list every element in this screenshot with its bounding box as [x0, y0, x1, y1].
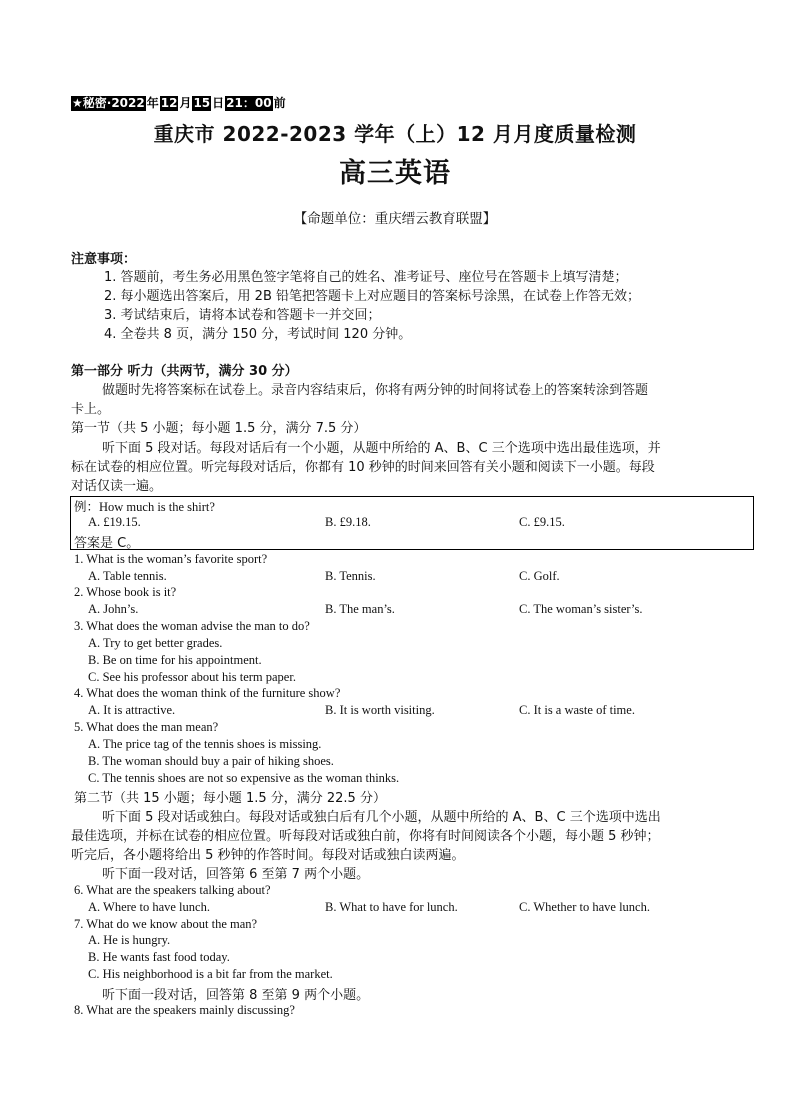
question-option: A. Table tennis.	[88, 569, 167, 583]
dialog-note: 听下面一段对话，回答第 6 至第 7 两个小题。	[102, 867, 370, 882]
section1-intro: 听下面 5 段对话。每段对话后有一个小题，从题中所给的 A、B、C 三个选项中选出最佳选项，并	[102, 441, 661, 456]
section2-intro: 听完后，各小题将给出 5 秒钟的作答时间。每段对话或独白读两遍。	[71, 848, 465, 863]
question-stem: 5. What does the man mean?	[74, 720, 219, 734]
example-option: B. £9.18.	[325, 515, 371, 529]
question-option: B. What to have for lunch.	[325, 900, 458, 914]
question-stem: 4. What does the woman think of the furniture show?	[74, 686, 341, 700]
secret-part: 15	[193, 96, 211, 110]
secret-part: 日	[212, 96, 225, 110]
question-option: C. See his professor about his term paper.	[88, 670, 296, 684]
question-option: A. Try to get better grades.	[88, 636, 223, 650]
secret-part: 21：00	[226, 96, 272, 110]
secret-part: 前	[273, 96, 286, 110]
question-option: B. The woman should buy a pair of hiking shoes.	[88, 754, 334, 768]
question-option: C. The woman’s sister’s.	[519, 602, 643, 616]
question-option: B. Be on time for his appointment.	[88, 653, 262, 667]
question-option: B. Tennis.	[325, 569, 376, 583]
section1-heading: 第一节（共 5 小题；每小题 1.5 分，满分 7.5 分）	[71, 421, 367, 436]
confidential-stamp	[71, 96, 287, 111]
question-option: A. Where to have lunch.	[88, 900, 210, 914]
question-option: C. It is a waste of time.	[519, 703, 635, 717]
question-option: C. The tennis shoes are not so expensive as the woman thinks.	[88, 771, 400, 785]
dialog-note: 听下面一段对话，回答第 8 至第 9 两个小题。	[102, 988, 370, 1003]
question-option: B. The man’s.	[325, 602, 395, 616]
note-item: 2. 每小题选出答案后，用 2B 铅笔把答题卡上对应题目的答案标号涂黑，在试卷上作答无效；	[104, 289, 640, 304]
note-item: 4. 全卷共 8 页，满分 150 分，考试时间 120 分钟。	[104, 327, 412, 342]
exam-subtitle: 高三英语	[339, 158, 451, 189]
question-option: A. It is attractive.	[88, 703, 176, 717]
section1-intro: 对话仅读一遍。	[71, 479, 163, 494]
question-stem: 3. What does the woman advise the man to do?	[74, 619, 310, 633]
section1-intro: 标在试卷的相应位置。听完每段对话后，你都有 10 秒钟的时间来回答有关小题和阅读下一小题。每段	[71, 460, 655, 475]
part1-intro: 卡上。	[71, 402, 111, 417]
issuing-unit: 【命题单位：重庆缙云教育联盟】	[293, 211, 497, 227]
note-item: 3. 考试结束后，请将本试卷和答题卡一并交回；	[104, 308, 381, 323]
question-option: C. Golf.	[519, 569, 560, 583]
secret-part: 年	[146, 96, 159, 110]
example-option: A. £19.15.	[88, 515, 141, 529]
secret-part: ★秘密·2022	[72, 96, 145, 110]
question-stem: 1. What is the woman’s favorite sport?	[74, 552, 268, 566]
note-item: 1. 答题前，考生务必用黑色签字笔将自己的姓名、准考证号、座位号在答题卡上填写清楚；	[104, 270, 628, 285]
secret-part: 12	[160, 96, 178, 110]
section2-intro: 最佳选项，并标在试卷的相应位置。听每段对话或独白前，你将有时间阅读各个小题，每小题 5 秒钟；	[71, 829, 660, 844]
section2-heading: 第二节（共 15 小题；每小题 1.5 分，满分 22.5 分）	[74, 791, 386, 806]
question-option: B. He wants fast food today.	[88, 950, 230, 964]
section2-intro: 听下面 5 段对话或独白。每段对话或独白后有几个小题，从题中所给的 A、B、C 三个选项中选出	[102, 810, 661, 825]
question-stem: 8. What are the speakers mainly discussing?	[74, 1003, 295, 1017]
notes-heading: 注意事项：	[71, 252, 137, 267]
question-option: A. He is hungry.	[88, 933, 171, 947]
part1-intro: 做题时先将答案标在试卷上。录音内容结束后，你将有两分钟的时间将试卷上的答案转涂到答题	[102, 383, 649, 398]
question-stem: 2. Whose book is it?	[74, 585, 177, 599]
question-option: C. Whether to have lunch.	[519, 900, 650, 914]
question-stem: 7. What do we know about the man?	[74, 917, 258, 931]
question-option: A. John’s.	[88, 602, 139, 616]
example-option: C. £9.15.	[519, 515, 565, 529]
part1-heading: 第一部分 听力（共两节，满分 30 分）	[71, 364, 298, 379]
question-stem: 6. What are the speakers talking about?	[74, 883, 271, 897]
question-option: C. His neighborhood is a bit far from the market.	[88, 967, 333, 981]
example-answer: 答案是 C。	[74, 536, 140, 551]
exam-title: 重庆市 2022-2023 学年（上）12 月月度质量检测	[153, 122, 637, 146]
example-question: 例：How much is the shirt?	[74, 500, 215, 514]
question-option: B. It is worth visiting.	[325, 703, 435, 717]
question-option: A. The price tag of the tennis shoes is missing.	[88, 737, 322, 751]
secret-part: 月	[179, 96, 192, 110]
